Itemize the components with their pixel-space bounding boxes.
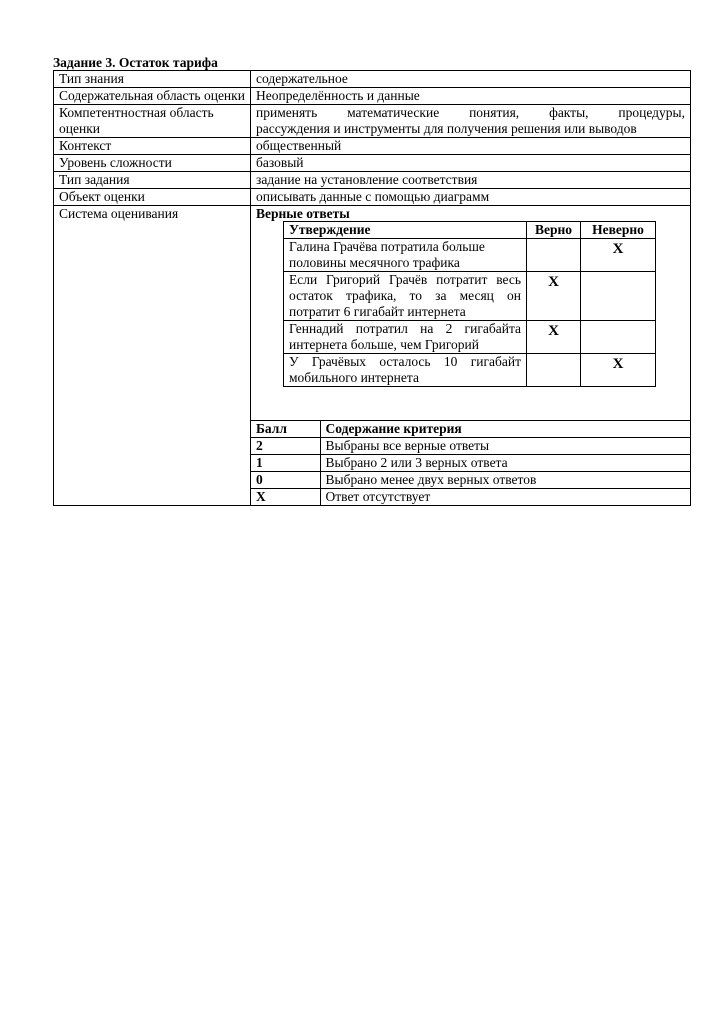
criteria-header-score: Балл [251, 421, 320, 438]
spacer [251, 387, 690, 420]
criteria-row [251, 472, 691, 489]
document-page [53, 55, 690, 506]
meta-row-competence-area [54, 105, 691, 138]
criteria-text: Выбрано менее двух верных ответов [320, 472, 691, 489]
answers-table [283, 221, 656, 387]
meta-row-scoring-system [54, 206, 691, 506]
answer-incorrect-mark: X [581, 239, 656, 272]
answer-statement: Галина Грачёва потратила больше половины месячного трафика [284, 239, 527, 272]
criteria-score: 1 [251, 455, 320, 472]
scoring-cell [251, 206, 691, 506]
meta-row-difficulty [54, 155, 691, 172]
criteria-score: X [251, 489, 320, 506]
criteria-text: Ответ отсутствует [320, 489, 691, 506]
meta-value: Неопределённость и данные [251, 88, 691, 105]
meta-value [251, 105, 691, 138]
answers-row [284, 354, 656, 387]
criteria-table [251, 420, 691, 505]
meta-label: Объект оценки [54, 189, 251, 206]
criteria-score: 2 [251, 438, 320, 455]
answers-row [284, 321, 656, 354]
meta-label: Содержательная область оценки [54, 88, 251, 105]
answer-statement: Если Григорий Грачёв потратит весь остаток трафика, то за месяц он потратит 6 гигабайт интернета [284, 272, 527, 321]
answer-correct-mark [527, 354, 581, 387]
meta-value: задание на установление соответствия [251, 172, 691, 189]
answers-row [284, 272, 656, 321]
meta-label: Система оценивания [54, 206, 251, 506]
meta-label: Уровень сложности [54, 155, 251, 172]
answers-header-row [284, 222, 656, 239]
answers-row [284, 239, 656, 272]
meta-label: Контекст [54, 138, 251, 155]
meta-row-knowledge-type [54, 71, 691, 88]
meta-value: общественный [251, 138, 691, 155]
meta-row-assessment-object [54, 189, 691, 206]
meta-row-content-area [54, 88, 691, 105]
meta-row-task-type [54, 172, 691, 189]
answer-correct-mark: X [527, 272, 581, 321]
answer-statement: У Грачёвых осталось 10 гигабайт мобильного интернета [284, 354, 527, 387]
answer-statement: Геннадий потратил на 2 гигабайта интернета больше, чем Григорий [284, 321, 527, 354]
meta-label: Тип задания [54, 172, 251, 189]
task-title: Задание 3. Остаток тарифа [53, 55, 218, 70]
criteria-row [251, 455, 691, 472]
meta-value: базовый [251, 155, 691, 172]
criteria-header-content: Содержание критерия [320, 421, 691, 438]
answer-correct-mark [527, 239, 581, 272]
answer-incorrect-mark [581, 272, 656, 321]
answers-heading: Верные ответы [256, 206, 350, 221]
meta-value-line: применять математические понятия, факты, процедуры, [256, 105, 685, 120]
criteria-row [251, 489, 691, 506]
meta-row-context [54, 138, 691, 155]
criteria-text: Выбрано 2 или 3 верных ответа [320, 455, 691, 472]
criteria-row [251, 438, 691, 455]
answer-incorrect-mark: X [581, 354, 656, 387]
answers-header-incorrect: Неверно [581, 222, 656, 239]
answer-correct-mark: X [527, 321, 581, 354]
answers-header-correct: Верно [527, 222, 581, 239]
meta-value-line: рассуждения и инструменты для получения решения или выводов [256, 121, 637, 136]
criteria-score: 0 [251, 472, 320, 489]
criteria-header-row [251, 421, 691, 438]
meta-value: описывать данные с помощью диаграмм [251, 189, 691, 206]
criteria-text: Выбраны все верные ответы [320, 438, 691, 455]
task-passport-table [53, 70, 691, 506]
answer-incorrect-mark [581, 321, 656, 354]
meta-value: содержательное [251, 71, 691, 88]
answers-header-statement: Утверждение [284, 222, 527, 239]
meta-label: Тип знания [54, 71, 251, 88]
meta-label: Компетентностная область оценки [54, 105, 251, 138]
